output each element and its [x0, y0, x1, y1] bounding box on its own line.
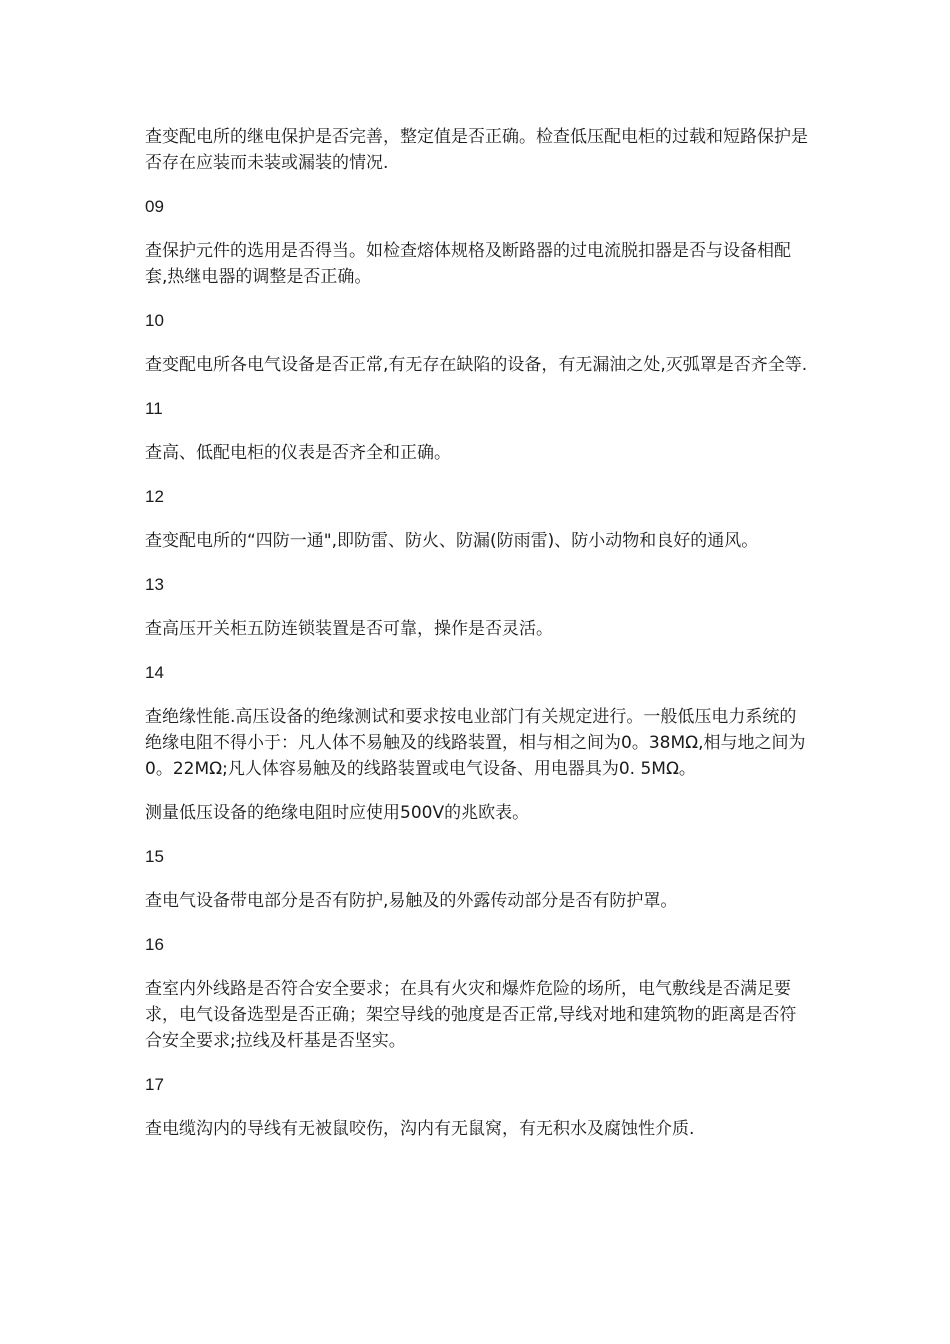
- item-number-09: 09: [145, 197, 164, 216]
- item-number-15: 15: [145, 847, 164, 866]
- item-number-10: 10: [145, 311, 164, 330]
- paragraph-13: 查高压开关柜五防连锁装置是否可靠，操作是否灵活。: [145, 619, 553, 639]
- paragraph-08: 查变配电所的继电保护是否完善，整定值是否正确。检查低压配电柜的过载和短路保护是否存在应装而未装或漏装的情况.: [145, 127, 808, 173]
- paragraph-16: 查室内外线路是否符合安全要求；在具有火灾和爆炸危险的场所，电气敷线是否满足要求，电气设备选型是否正确；架空导线的弛度是否正常,导线对地和建筑物的距离是否符合安全要求;拉线及杆基是否坚实。: [145, 979, 797, 1051]
- item-number-11: 11: [145, 399, 163, 418]
- paragraph-11: 查高、低配电柜的仪表是否齐全和正确。: [145, 443, 451, 463]
- paragraph-14: 查绝缘性能.高压设备的绝缘测试和要求按电业部门有关规定进行。一般低压电力系统的绝缘电阻不得小于：凡人体不易触及的线路装置，相与相之间为0。38MΩ,相与地之间为0。22MΩ;凡人体容易触及的线路装置或电气设备、用电器具为0. 5MΩ。: [145, 707, 806, 779]
- paragraph-10: 查变配电所各电气设备是否正常,有无存在缺陷的设备，有无漏油之处,灭弧罩是否齐全等.: [145, 355, 808, 375]
- item-number-17: 17: [145, 1075, 164, 1094]
- document-body: [145, 124, 810, 1160]
- paragraph-14-note: 测量低压设备的绝缘电阻时应使用500V的兆欧表。: [145, 803, 530, 823]
- paragraph-15: 查电气设备带电部分是否有防护,易触及的外露传动部分是否有防护罩。: [145, 891, 678, 911]
- item-number-16: 16: [145, 935, 164, 954]
- paragraph-12: 查变配电所的“四防一通",即防雷、防火、防漏(防雨雷)、防小动物和良好的通风。: [145, 531, 759, 551]
- item-number-14: 14: [145, 663, 164, 682]
- item-number-12: 12: [145, 487, 164, 506]
- item-number-13: 13: [145, 575, 164, 594]
- paragraph-17: 查电缆沟内的导线有无被鼠咬伤，沟内有无鼠窝，有无积水及腐蚀性介质.: [145, 1119, 695, 1139]
- paragraph-09: 查保护元件的选用是否得当。如检查熔体规格及断路器的过电流脱扣器是否与设备相配套,热继电器的调整是否正确。: [145, 241, 791, 287]
